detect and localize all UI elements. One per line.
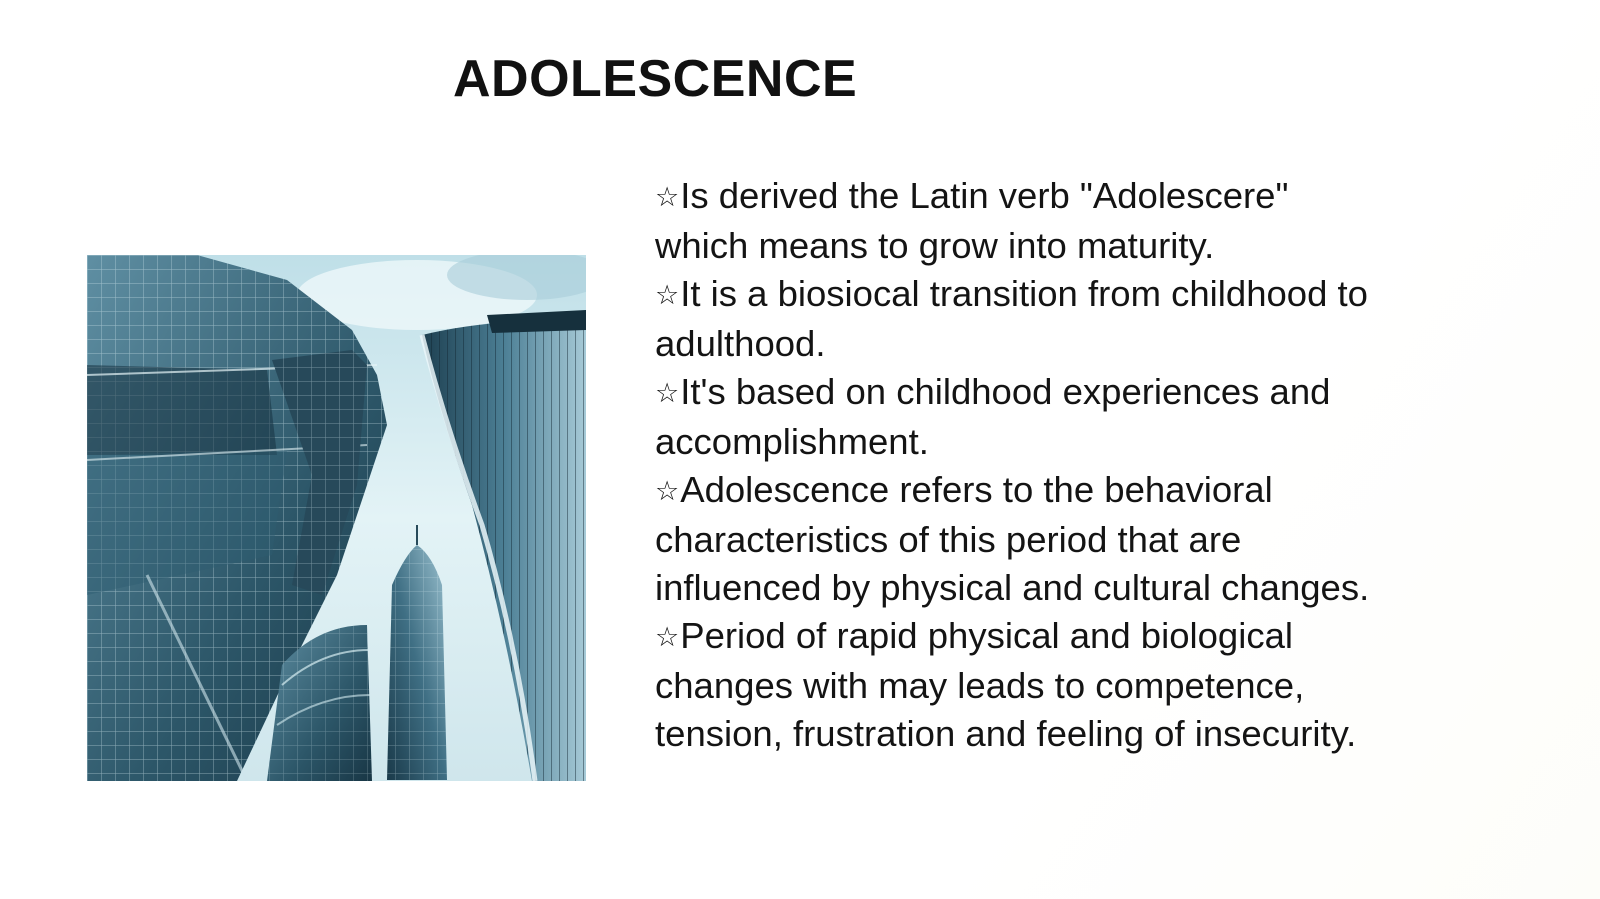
star-bullet-icon: ☆: [655, 280, 680, 311]
bullet-text: Adolescence refers to the behavioral characteristics of this period that are influenced by physical and cultural changes.: [655, 469, 1370, 608]
bullet-item: [655, 172, 1375, 270]
bullet-text: Is derived the Latin verb "Adolescere" which means to grow into maturity.: [655, 175, 1289, 266]
star-bullet-icon: ☆: [655, 378, 680, 409]
star-bullet-icon: ☆: [655, 622, 680, 653]
bullet-list: [655, 172, 1375, 758]
bullet-item: [655, 270, 1375, 368]
skyscrapers-from-below-icon: [87, 255, 586, 781]
bullet-item: [655, 612, 1375, 758]
slide-title: ADOLESCENCE: [453, 50, 858, 108]
bullet-item: [655, 466, 1375, 612]
bullet-text: It's based on childhood experiences and accomplishment.: [655, 371, 1331, 462]
star-bullet-icon: ☆: [655, 182, 680, 213]
bullet-text: Period of rapid physical and biological changes with may leads to competence, tension, frustration and feeling of insecurity.: [655, 615, 1357, 754]
star-bullet-icon: ☆: [655, 476, 680, 507]
skyscrapers-photo: [87, 255, 586, 781]
bullet-text: It is a biosiocal transition from childhood to adulthood.: [655, 273, 1368, 364]
bullet-item: [655, 368, 1375, 466]
